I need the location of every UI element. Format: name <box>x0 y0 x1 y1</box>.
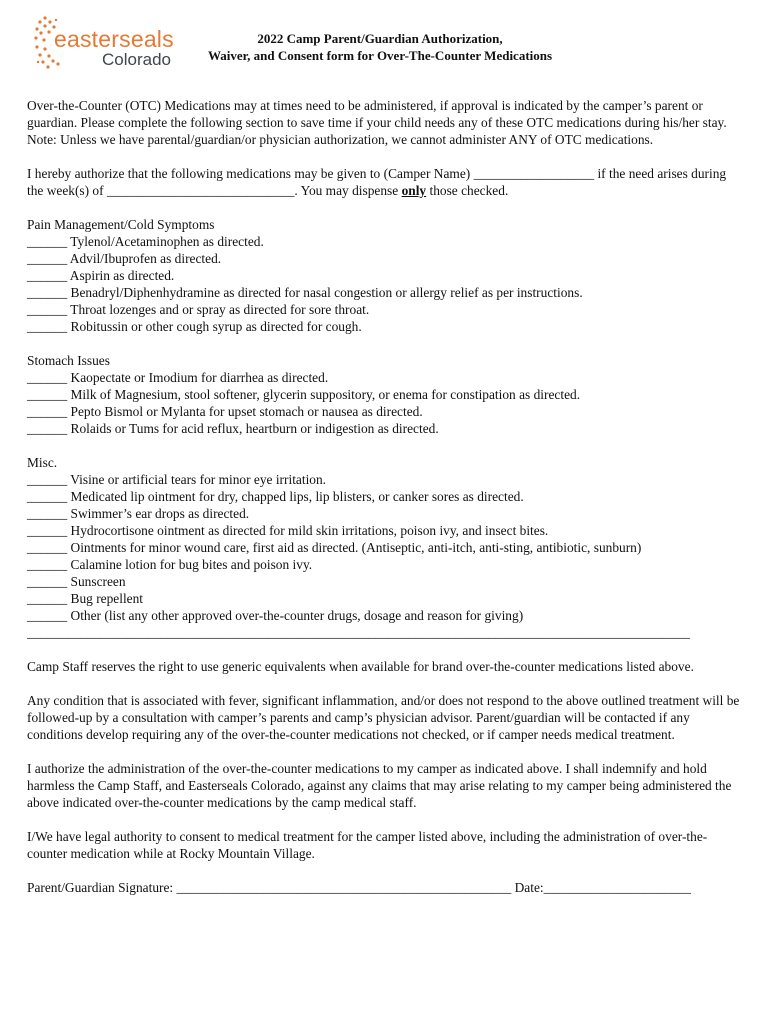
medication-item[interactable]: ______ Medicated lip ointment for dry, chapped lips, lip blisters, or canker sores as directed. <box>27 489 524 504</box>
only-emphasis: only <box>401 183 427 198</box>
logo-region: Colorado <box>102 50 171 69</box>
form-body <box>27 97 743 896</box>
medication-item[interactable]: ______ Throat lozenges and or spray as directed for sore throat. <box>27 302 370 317</box>
intro-paragraph: Over-the-Counter (OTC) Medications may at times need to be administered, if approval is indicated by the camper’s parent or guardian. Please complete the following section to save time if your child needs any of these OTC medications during his/her stay. Note: Unless we have parental/guardian/or physician authorization, we cannot administer ANY of OTC medications. <box>27 98 727 147</box>
medication-item[interactable]: ______ Robitussin or other cough syrup as directed for cough. <box>27 319 362 334</box>
form-title <box>180 30 580 64</box>
medication-item[interactable]: ______ Advil/Ibuprofen as directed. <box>27 251 222 266</box>
section-pain-management <box>27 216 743 335</box>
medication-item[interactable]: ______ Swimmer’s ear drops as directed. <box>27 506 250 521</box>
medication-item[interactable]: ______ Rolaids or Tums for acid reflux, heartburn or indigestion as directed. <box>27 421 439 436</box>
authorize-text-3: . You may dispense <box>294 183 402 198</box>
medication-item[interactable]: ______ Milk of Magnesium, stool softener, glycerin suppository, or enema for constipation as directed. <box>27 387 581 402</box>
authorize-text-1: I hereby authorize that the following medications may be given to (Camper Name) <box>27 166 474 181</box>
medication-item[interactable]: ______ Kaopectate or Imodium for diarrhea as directed. <box>27 370 329 385</box>
signature-label: Parent/Guardian Signature: <box>27 880 177 895</box>
section-heading: Stomach Issues <box>27 353 110 368</box>
generic-equivalents-paragraph: Camp Staff reserves the right to use generic equivalents when available for brand over-the-counter medications listed above. <box>27 659 694 674</box>
medication-item[interactable]: ______ Other (list any other approved over-the-counter drugs, dosage and reason for giving) <box>27 608 524 623</box>
form-title-line2: Waiver, and Consent form for Over-The-Counter Medications <box>207 48 553 63</box>
authorization-statement <box>27 165 743 199</box>
section-stomach-issues <box>27 352 743 437</box>
logo-wordmark: easterseals <box>54 26 174 52</box>
medication-item[interactable]: ______ Calamine lotion for bug bites and poison ivy. <box>27 557 313 572</box>
easterseals-logo <box>34 14 184 72</box>
date-line[interactable]: ______________________ <box>543 880 691 895</box>
camper-name-blank[interactable]: __________________ <box>473 166 595 181</box>
form-title-line1: 2022 Camp Parent/Guardian Authorization, <box>257 31 503 46</box>
section-heading: Pain Management/Cold Symptoms <box>27 217 215 232</box>
medication-item[interactable]: ______ Sunscreen <box>27 574 126 589</box>
signature-line[interactable]: __________________________________________________ <box>176 880 512 895</box>
medication-item[interactable]: ______ Pepto Bismol or Mylanta for upset stomach or nausea as directed. <box>27 404 423 419</box>
weeks-blank[interactable]: ____________________________ <box>106 183 295 198</box>
authorize-text-4: those checked. <box>426 183 509 198</box>
medication-item[interactable]: ______ Benadryl/Diphenhydramine as directed for nasal congestion or allergy relief as per instructions. <box>27 285 583 300</box>
legal-authority-paragraph: I/We have legal authority to consent to medical treatment for the camper listed above, including the administration of over-the-counter medication while at Rocky Mountain Village. <box>27 829 708 861</box>
medication-item[interactable]: ______ Visine or artificial tears for minor eye irritation. <box>27 472 327 487</box>
indemnify-paragraph: I authorize the administration of the over-the-counter medications to my camper as indicated above. I shall indemnify and hold harmless the Camp Staff, and Easterseals Colorado, against any claims that may arise relating to my camper being administered the above indicated over-the-counter medications by the camp medical staff. <box>27 761 732 810</box>
other-medication-line[interactable]: ___________________________________________________________________________________________________ <box>27 625 690 640</box>
section-heading: Misc. <box>27 455 58 470</box>
condition-followup-paragraph: Any condition that is associated with fever, significant inflammation, and/or does not respond to the above outlined treatment will be followed-up by a consultation with camper’s parents and camp’s physician advisor. Parent/guardian will be contacted if any conditions develop requiring any of the over-the-counter medications not checked, or if camper needs medical treatment. <box>27 693 740 742</box>
medication-item[interactable]: ______ Hydrocortisone ointment as directed for mild skin irritations, poison ivy, and insect bites. <box>27 523 549 538</box>
section-misc <box>27 454 743 641</box>
medication-item[interactable]: ______ Tylenol/Acetaminophen as directed. <box>27 234 264 249</box>
authorize-text-2: if the need arises during the week(s) of <box>27 166 727 198</box>
signature-row <box>27 879 743 896</box>
medication-item[interactable]: ______ Ointments for minor wound care, first aid as directed. (Antiseptic, anti-itch, anti-sting, antibiotic, sunburn) <box>27 540 642 555</box>
medication-item[interactable]: ______ Aspirin as directed. <box>27 268 175 283</box>
date-label: Date: <box>511 880 544 895</box>
medication-item[interactable]: ______ Bug repellent <box>27 591 144 606</box>
